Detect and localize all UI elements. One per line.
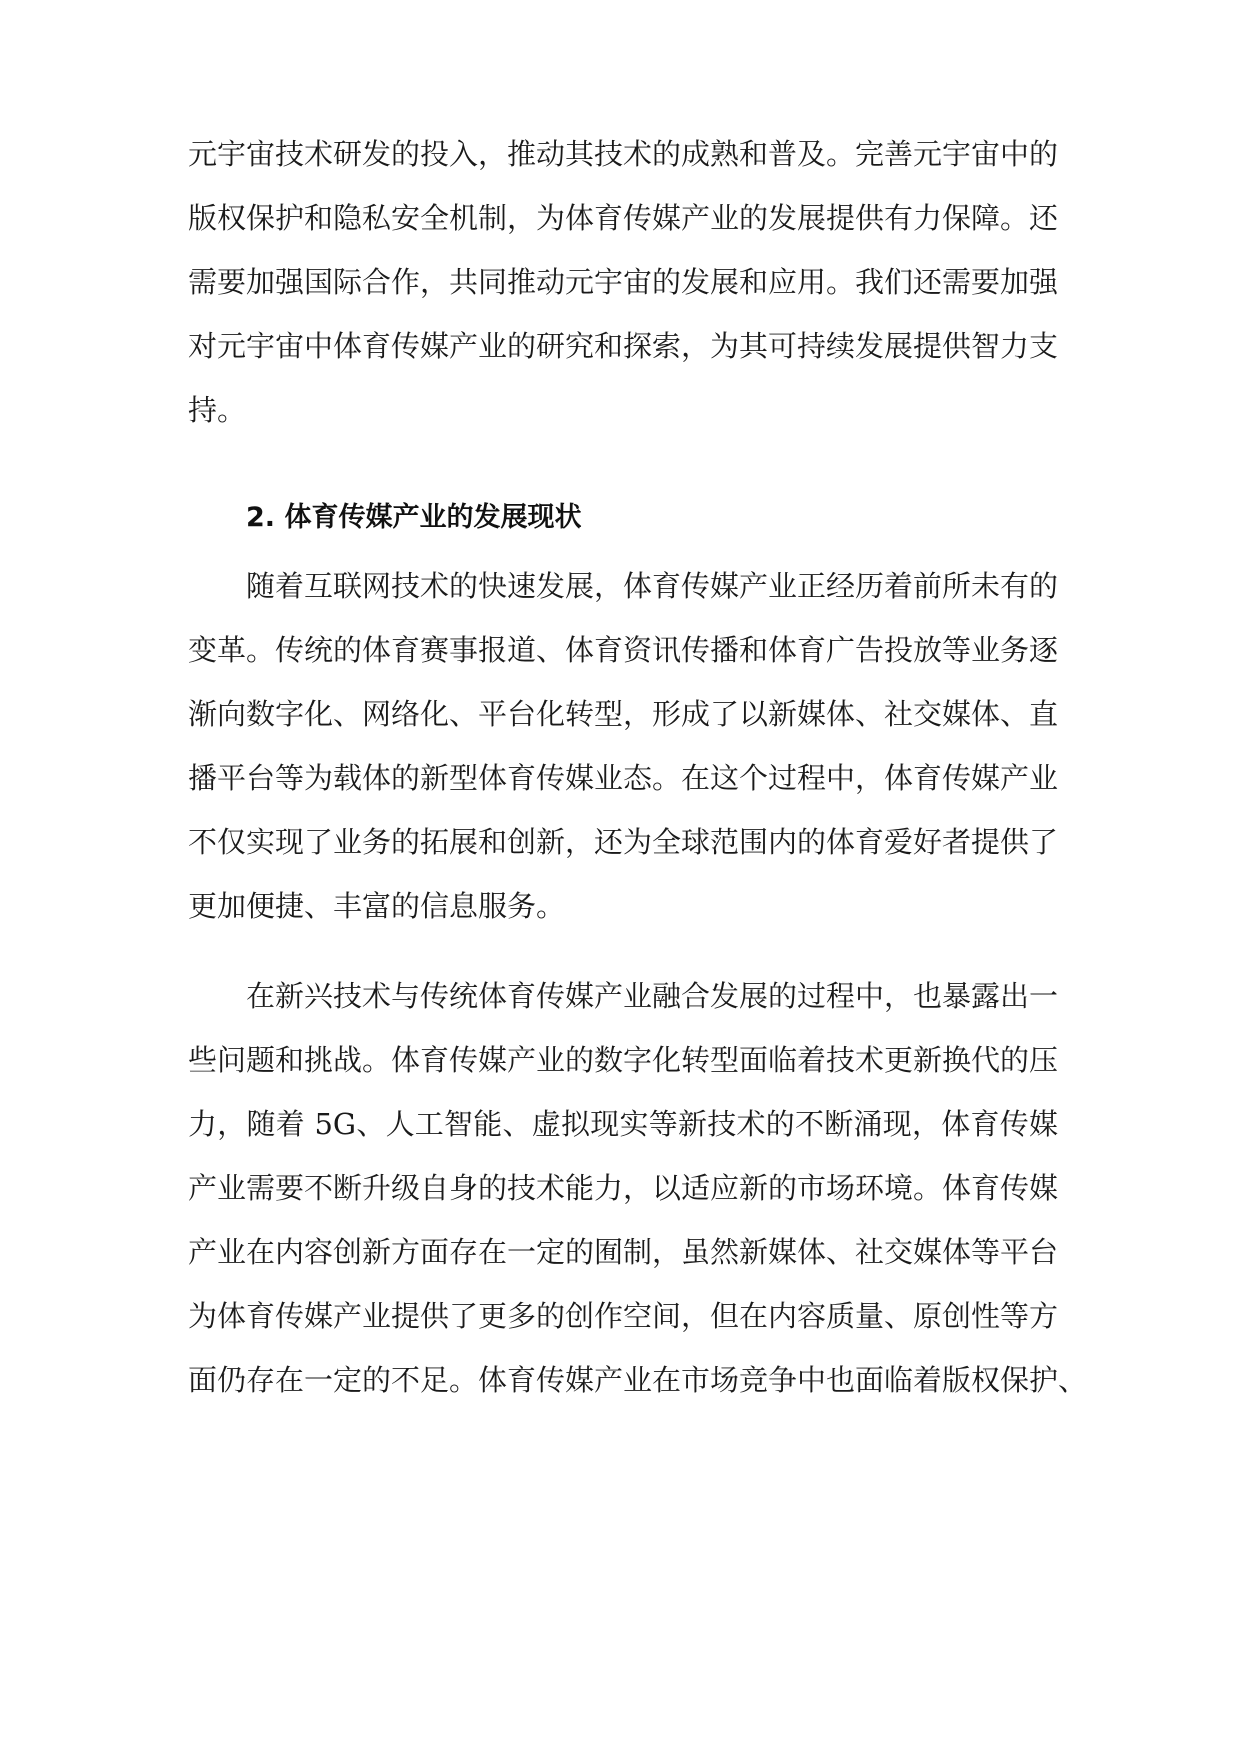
paragraph-2-line-3: 渐向数字化、网络化、平台化转型，形成了以新媒体、社交媒体、直 — [188, 697, 1059, 731]
paragraph-3-line-7: 面仍存在一定的不足。体育传媒产业在市场竞争中也面临着版权保护、 — [188, 1363, 1088, 1397]
paragraph-2-line-4: 播平台等为载体的新型体育传媒业态。在这个过程中，体育传媒产业 — [188, 761, 1059, 795]
paragraph-2-line-1: 随着互联网技术的快速发展，体育传媒产业正经历着前所未有的 — [246, 569, 1059, 603]
paragraph-2-line-6: 更加便捷、丰富的信息服务。 — [188, 889, 566, 923]
paragraph-1-line-5: 持。 — [188, 393, 247, 427]
paragraph-3-line-5: 产业在内容创新方面存在一定的囿制，虽然新媒体、社交媒体等平台 — [188, 1235, 1059, 1269]
paragraph-1-line-2: 版权保护和隐私安全机制，为体育传媒产业的发展提供有力保障。还 — [188, 201, 1059, 235]
paragraph-3-line-6: 为体育传媒产业提供了更多的创作空间，但在内容质量、原创性等方 — [188, 1299, 1059, 1333]
paragraph-3-line-2: 些问题和挑战。体育传媒产业的数字化转型面临着技术更新换代的压 — [188, 1043, 1059, 1077]
section-heading: 2. 体育传媒产业的发展现状 — [246, 502, 582, 533]
paragraph-1-line-3: 需要加强国际合作，共同推动元宇宙的发展和应用。我们还需要加强 — [188, 265, 1059, 299]
paragraph-2-line-5: 不仅实现了业务的拓展和创新，还为全球范围内的体育爱好者提供了 — [188, 825, 1059, 859]
paragraph-3-line-1: 在新兴技术与传统体育传媒产业融合发展的过程中，也暴露出一 — [246, 979, 1059, 1013]
paragraph-2-line-2: 变革。传统的体育赛事报道、体育资讯传播和体育广告投放等业务逐 — [188, 633, 1059, 667]
paragraph-1-line-4: 对元宇宙中体育传媒产业的研究和探索，为其可持续发展提供智力支 — [188, 329, 1059, 363]
paragraph-1-line-1: 元宇宙技术研发的投入，推动其技术的成熟和普及。完善元宇宙中的 — [188, 137, 1059, 171]
paragraph-3-line-3: 力，随着 5G、人工智能、虚拟现实等新技术的不断涌现，体育传媒 — [188, 1107, 1058, 1141]
paragraph-3-line-4: 产业需要不断升级自身的技术能力，以适应新的市场环境。体育传媒 — [188, 1171, 1059, 1205]
